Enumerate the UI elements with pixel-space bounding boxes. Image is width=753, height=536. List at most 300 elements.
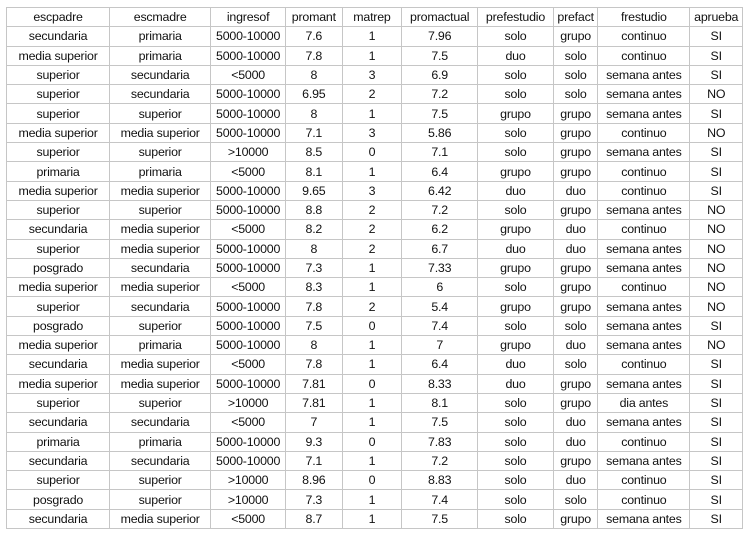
cell-matrep: 0 <box>342 432 402 451</box>
cell-prefact: solo <box>553 490 597 509</box>
cell-promant: 8.7 <box>286 509 343 528</box>
cell-prefact: grupo <box>553 27 597 46</box>
cell-prefact: solo <box>553 85 597 104</box>
cell-escmadre: media superior <box>110 123 211 142</box>
cell-escpadre: secundaria <box>7 27 110 46</box>
cell-prefestudio: grupo <box>478 336 554 355</box>
cell-frestudio: semana antes <box>598 336 690 355</box>
cell-ingresof: >10000 <box>211 143 286 162</box>
cell-aprueba: SI <box>690 509 743 528</box>
cell-aprueba: NO <box>690 336 743 355</box>
cell-escmadre: superior <box>110 393 211 412</box>
cell-promant: 9.65 <box>286 181 343 200</box>
cell-prefact: duo <box>553 220 597 239</box>
cell-frestudio: semana antes <box>598 200 690 219</box>
cell-promant: 7.8 <box>286 46 343 65</box>
cell-prefact: grupo <box>553 143 597 162</box>
cell-matrep: 0 <box>342 143 402 162</box>
cell-promactual: 6.42 <box>402 181 478 200</box>
cell-escmadre: primaria <box>110 432 211 451</box>
table-row <box>7 374 743 393</box>
cell-promant: 8.5 <box>286 143 343 162</box>
cell-promant: 7.6 <box>286 27 343 46</box>
cell-escpadre: superior <box>7 297 110 316</box>
cell-promant: 9.3 <box>286 432 343 451</box>
cell-promant: 8 <box>286 239 343 258</box>
cell-prefact: duo <box>553 239 597 258</box>
cell-prefestudio: solo <box>478 278 554 297</box>
cell-escmadre: secundaria <box>110 258 211 277</box>
cell-matrep: 3 <box>342 181 402 200</box>
cell-promactual: 7.96 <box>402 27 478 46</box>
cell-escpadre: superior <box>7 239 110 258</box>
cell-escpadre: secundaria <box>7 220 110 239</box>
cell-frestudio: semana antes <box>598 297 690 316</box>
cell-ingresof: 5000-10000 <box>211 181 286 200</box>
cell-escpadre: media superior <box>7 374 110 393</box>
cell-prefact: grupo <box>553 297 597 316</box>
cell-aprueba: NO <box>690 258 743 277</box>
cell-promactual: 7.5 <box>402 104 478 123</box>
cell-matrep: 1 <box>342 258 402 277</box>
cell-ingresof: 5000-10000 <box>211 316 286 335</box>
cell-aprueba: SI <box>690 451 743 470</box>
cell-prefestudio: duo <box>478 46 554 65</box>
cell-escpadre: superior <box>7 104 110 123</box>
table-row <box>7 316 743 335</box>
column-header-matrep: matrep <box>342 8 402 27</box>
cell-frestudio: continuo <box>598 123 690 142</box>
cell-promactual: 7.5 <box>402 46 478 65</box>
cell-promactual: 6.4 <box>402 355 478 374</box>
cell-matrep: 1 <box>342 104 402 123</box>
cell-frestudio: semana antes <box>598 239 690 258</box>
cell-promant: 8.96 <box>286 471 343 490</box>
cell-aprueba: SI <box>690 65 743 84</box>
cell-ingresof: 5000-10000 <box>211 336 286 355</box>
cell-matrep: 1 <box>342 46 402 65</box>
cell-escmadre: secundaria <box>110 451 211 470</box>
cell-prefestudio: grupo <box>478 104 554 123</box>
cell-promant: 8.1 <box>286 162 343 181</box>
cell-ingresof: <5000 <box>211 355 286 374</box>
cell-escmadre: primaria <box>110 27 211 46</box>
cell-prefestudio: duo <box>478 181 554 200</box>
cell-escpadre: media superior <box>7 336 110 355</box>
cell-promant: 8 <box>286 336 343 355</box>
cell-promant: 7 <box>286 413 343 432</box>
cell-promactual: 7.2 <box>402 451 478 470</box>
cell-escpadre: superior <box>7 65 110 84</box>
cell-promactual: 6.4 <box>402 162 478 181</box>
cell-aprueba: SI <box>690 162 743 181</box>
cell-matrep: 1 <box>342 162 402 181</box>
cell-escpadre: superior <box>7 471 110 490</box>
cell-ingresof: 5000-10000 <box>211 123 286 142</box>
cell-aprueba: SI <box>690 355 743 374</box>
cell-escmadre: superior <box>110 104 211 123</box>
cell-prefact: grupo <box>553 258 597 277</box>
cell-escmadre: superior <box>110 200 211 219</box>
cell-aprueba: SI <box>690 27 743 46</box>
cell-prefestudio: solo <box>478 85 554 104</box>
cell-escpadre: primaria <box>7 162 110 181</box>
cell-aprueba: NO <box>690 220 743 239</box>
cell-ingresof: 5000-10000 <box>211 104 286 123</box>
cell-escmadre: secundaria <box>110 85 211 104</box>
cell-promant: 7.5 <box>286 316 343 335</box>
cell-prefestudio: solo <box>478 143 554 162</box>
table-row <box>7 200 743 219</box>
cell-prefestudio: grupo <box>478 258 554 277</box>
cell-prefact: duo <box>553 432 597 451</box>
cell-escpadre: primaria <box>7 432 110 451</box>
cell-escmadre: media superior <box>110 278 211 297</box>
cell-prefact: solo <box>553 46 597 65</box>
cell-aprueba: SI <box>690 374 743 393</box>
cell-frestudio: continuo <box>598 27 690 46</box>
cell-aprueba: NO <box>690 200 743 219</box>
cell-prefact: grupo <box>553 123 597 142</box>
cell-promactual: 7.5 <box>402 413 478 432</box>
cell-promactual: 7 <box>402 336 478 355</box>
cell-prefestudio: solo <box>478 123 554 142</box>
cell-promant: 8 <box>286 65 343 84</box>
cell-frestudio: semana antes <box>598 316 690 335</box>
cell-promactual: 7.2 <box>402 200 478 219</box>
cell-escmadre: secundaria <box>110 297 211 316</box>
cell-promactual: 7.83 <box>402 432 478 451</box>
cell-frestudio: dia antes <box>598 393 690 412</box>
cell-ingresof: >10000 <box>211 471 286 490</box>
cell-promactual: 8.33 <box>402 374 478 393</box>
cell-ingresof: 5000-10000 <box>211 27 286 46</box>
cell-frestudio: continuo <box>598 355 690 374</box>
cell-escpadre: media superior <box>7 123 110 142</box>
cell-prefact: grupo <box>553 200 597 219</box>
cell-escmadre: media superior <box>110 239 211 258</box>
cell-promant: 8.2 <box>286 220 343 239</box>
column-header-frestudio: frestudio <box>598 8 690 27</box>
data-table <box>6 7 743 529</box>
cell-aprueba: SI <box>690 432 743 451</box>
cell-frestudio: semana antes <box>598 143 690 162</box>
table-row <box>7 181 743 200</box>
table-row <box>7 85 743 104</box>
cell-escmadre: media superior <box>110 181 211 200</box>
cell-frestudio: continuo <box>598 432 690 451</box>
cell-frestudio: continuo <box>598 181 690 200</box>
cell-ingresof: 5000-10000 <box>211 374 286 393</box>
cell-promant: 7.1 <box>286 451 343 470</box>
cell-prefact: grupo <box>553 162 597 181</box>
cell-escpadre: posgrado <box>7 490 110 509</box>
cell-frestudio: continuo <box>598 46 690 65</box>
cell-promactual: 8.83 <box>402 471 478 490</box>
cell-prefestudio: duo <box>478 355 554 374</box>
cell-promant: 6.95 <box>286 85 343 104</box>
cell-escmadre: primaria <box>110 46 211 65</box>
cell-matrep: 1 <box>342 509 402 528</box>
table-row <box>7 490 743 509</box>
cell-escmadre: superior <box>110 490 211 509</box>
table-row <box>7 471 743 490</box>
cell-aprueba: SI <box>690 46 743 65</box>
table-row <box>7 123 743 142</box>
cell-escmadre: superior <box>110 143 211 162</box>
cell-matrep: 1 <box>342 490 402 509</box>
cell-prefact: duo <box>553 336 597 355</box>
cell-frestudio: semana antes <box>598 413 690 432</box>
table-row <box>7 239 743 258</box>
cell-aprueba: NO <box>690 278 743 297</box>
cell-frestudio: semana antes <box>598 374 690 393</box>
cell-escmadre: superior <box>110 471 211 490</box>
cell-matrep: 1 <box>342 393 402 412</box>
cell-ingresof: <5000 <box>211 509 286 528</box>
cell-promant: 7.3 <box>286 258 343 277</box>
cell-matrep: 2 <box>342 85 402 104</box>
cell-escmadre: media superior <box>110 220 211 239</box>
cell-prefact: solo <box>553 355 597 374</box>
cell-promactual: 7.5 <box>402 509 478 528</box>
cell-promactual: 7.2 <box>402 85 478 104</box>
cell-promant: 8.8 <box>286 200 343 219</box>
cell-matrep: 0 <box>342 471 402 490</box>
cell-aprueba: NO <box>690 85 743 104</box>
cell-aprueba: NO <box>690 123 743 142</box>
table-row <box>7 451 743 470</box>
cell-escpadre: secundaria <box>7 509 110 528</box>
cell-prefact: grupo <box>553 451 597 470</box>
cell-aprueba: NO <box>690 239 743 258</box>
cell-prefestudio: solo <box>478 27 554 46</box>
cell-escpadre: superior <box>7 143 110 162</box>
table-header-row <box>7 8 743 27</box>
cell-frestudio: continuo <box>598 490 690 509</box>
cell-escpadre: media superior <box>7 278 110 297</box>
cell-prefestudio: duo <box>478 239 554 258</box>
cell-frestudio: semana antes <box>598 65 690 84</box>
column-header-prefact: prefact <box>553 8 597 27</box>
cell-promactual: 5.4 <box>402 297 478 316</box>
cell-ingresof: <5000 <box>211 162 286 181</box>
cell-escpadre: secundaria <box>7 451 110 470</box>
table-row <box>7 336 743 355</box>
column-header-ingresof: ingresof <box>211 8 286 27</box>
cell-frestudio: semana antes <box>598 509 690 528</box>
cell-promant: 7.8 <box>286 297 343 316</box>
table-row <box>7 143 743 162</box>
cell-frestudio: continuo <box>598 278 690 297</box>
cell-promactual: 8.1 <box>402 393 478 412</box>
cell-escmadre: media superior <box>110 374 211 393</box>
table-row <box>7 46 743 65</box>
table-row <box>7 355 743 374</box>
cell-prefestudio: grupo <box>478 297 554 316</box>
cell-matrep: 3 <box>342 65 402 84</box>
cell-promant: 8 <box>286 104 343 123</box>
cell-matrep: 0 <box>342 374 402 393</box>
cell-promactual: 5.86 <box>402 123 478 142</box>
cell-ingresof: 5000-10000 <box>211 46 286 65</box>
cell-matrep: 1 <box>342 413 402 432</box>
cell-matrep: 1 <box>342 336 402 355</box>
table-row <box>7 393 743 412</box>
cell-aprueba: SI <box>690 143 743 162</box>
cell-ingresof: <5000 <box>211 220 286 239</box>
cell-escpadre: superior <box>7 200 110 219</box>
cell-matrep: 0 <box>342 316 402 335</box>
cell-prefestudio: grupo <box>478 162 554 181</box>
cell-promant: 7.3 <box>286 490 343 509</box>
column-header-escpadre: escpadre <box>7 8 110 27</box>
table-row <box>7 278 743 297</box>
table-row <box>7 220 743 239</box>
table-body <box>7 27 743 529</box>
cell-matrep: 3 <box>342 123 402 142</box>
cell-prefact: solo <box>553 316 597 335</box>
cell-escmadre: primaria <box>110 162 211 181</box>
cell-prefestudio: solo <box>478 451 554 470</box>
cell-frestudio: semana antes <box>598 258 690 277</box>
cell-aprueba: SI <box>690 104 743 123</box>
table-row <box>7 65 743 84</box>
cell-prefestudio: duo <box>478 374 554 393</box>
column-header-escmadre: escmadre <box>110 8 211 27</box>
cell-prefact: grupo <box>553 393 597 412</box>
cell-promactual: 7.4 <box>402 490 478 509</box>
cell-escpadre: secundaria <box>7 355 110 374</box>
cell-prefestudio: solo <box>478 65 554 84</box>
cell-ingresof: 5000-10000 <box>211 451 286 470</box>
cell-escmadre: secundaria <box>110 413 211 432</box>
cell-prefact: duo <box>553 413 597 432</box>
cell-promant: 7.81 <box>286 374 343 393</box>
cell-promactual: 6.9 <box>402 65 478 84</box>
cell-prefestudio: grupo <box>478 220 554 239</box>
cell-prefact: grupo <box>553 278 597 297</box>
cell-prefestudio: solo <box>478 432 554 451</box>
data-table-container <box>6 7 743 529</box>
table-row <box>7 432 743 451</box>
cell-matrep: 1 <box>342 27 402 46</box>
cell-ingresof: <5000 <box>211 65 286 84</box>
cell-matrep: 1 <box>342 451 402 470</box>
table-row <box>7 509 743 528</box>
cell-prefestudio: solo <box>478 471 554 490</box>
cell-matrep: 2 <box>342 297 402 316</box>
cell-aprueba: SI <box>690 393 743 412</box>
cell-prefestudio: solo <box>478 200 554 219</box>
cell-escmadre: superior <box>110 316 211 335</box>
cell-frestudio: semana antes <box>598 451 690 470</box>
cell-escmadre: secundaria <box>110 65 211 84</box>
cell-frestudio: semana antes <box>598 104 690 123</box>
cell-ingresof: 5000-10000 <box>211 258 286 277</box>
cell-ingresof: 5000-10000 <box>211 239 286 258</box>
cell-ingresof: >10000 <box>211 393 286 412</box>
column-header-promactual: promactual <box>402 8 478 27</box>
cell-prefestudio: solo <box>478 490 554 509</box>
cell-prefact: grupo <box>553 374 597 393</box>
cell-aprueba: NO <box>690 297 743 316</box>
cell-prefact: duo <box>553 181 597 200</box>
cell-promant: 8.3 <box>286 278 343 297</box>
cell-escpadre: media superior <box>7 46 110 65</box>
table-row <box>7 258 743 277</box>
cell-escmadre: primaria <box>110 336 211 355</box>
table-row <box>7 27 743 46</box>
table-row <box>7 297 743 316</box>
cell-matrep: 1 <box>342 278 402 297</box>
cell-ingresof: 5000-10000 <box>211 432 286 451</box>
cell-promant: 7.81 <box>286 393 343 412</box>
cell-ingresof: >10000 <box>211 490 286 509</box>
cell-prefestudio: solo <box>478 393 554 412</box>
cell-escpadre: superior <box>7 85 110 104</box>
cell-promactual: 6.2 <box>402 220 478 239</box>
cell-aprueba: SI <box>690 181 743 200</box>
cell-ingresof: 5000-10000 <box>211 297 286 316</box>
cell-promactual: 7.4 <box>402 316 478 335</box>
cell-ingresof: 5000-10000 <box>211 200 286 219</box>
column-header-aprueba: aprueba <box>690 8 743 27</box>
cell-prefact: grupo <box>553 509 597 528</box>
cell-prefestudio: solo <box>478 316 554 335</box>
cell-frestudio: continuo <box>598 220 690 239</box>
table-row <box>7 162 743 181</box>
table-row <box>7 104 743 123</box>
cell-escpadre: media superior <box>7 181 110 200</box>
cell-escpadre: superior <box>7 393 110 412</box>
cell-promant: 7.1 <box>286 123 343 142</box>
cell-aprueba: SI <box>690 413 743 432</box>
cell-promactual: 7.1 <box>402 143 478 162</box>
cell-frestudio: continuo <box>598 162 690 181</box>
cell-ingresof: <5000 <box>211 413 286 432</box>
cell-escmadre: media superior <box>110 355 211 374</box>
cell-prefestudio: solo <box>478 509 554 528</box>
cell-prefact: duo <box>553 471 597 490</box>
cell-frestudio: semana antes <box>598 85 690 104</box>
cell-ingresof: <5000 <box>211 278 286 297</box>
cell-promactual: 6.7 <box>402 239 478 258</box>
cell-ingresof: 5000-10000 <box>211 85 286 104</box>
cell-escpadre: posgrado <box>7 316 110 335</box>
cell-prefestudio: solo <box>478 413 554 432</box>
cell-aprueba: SI <box>690 471 743 490</box>
cell-prefact: grupo <box>553 104 597 123</box>
column-header-promant: promant <box>286 8 343 27</box>
cell-frestudio: continuo <box>598 471 690 490</box>
table-row <box>7 413 743 432</box>
cell-promactual: 7.33 <box>402 258 478 277</box>
column-header-prefestudio: prefestudio <box>478 8 554 27</box>
cell-promant: 7.8 <box>286 355 343 374</box>
cell-matrep: 2 <box>342 239 402 258</box>
cell-aprueba: SI <box>690 316 743 335</box>
cell-matrep: 2 <box>342 200 402 219</box>
cell-prefact: solo <box>553 65 597 84</box>
cell-promactual: 6 <box>402 278 478 297</box>
cell-escpadre: posgrado <box>7 258 110 277</box>
cell-matrep: 2 <box>342 220 402 239</box>
cell-aprueba: SI <box>690 490 743 509</box>
cell-escpadre: secundaria <box>7 413 110 432</box>
cell-matrep: 1 <box>342 355 402 374</box>
cell-escmadre: media superior <box>110 509 211 528</box>
